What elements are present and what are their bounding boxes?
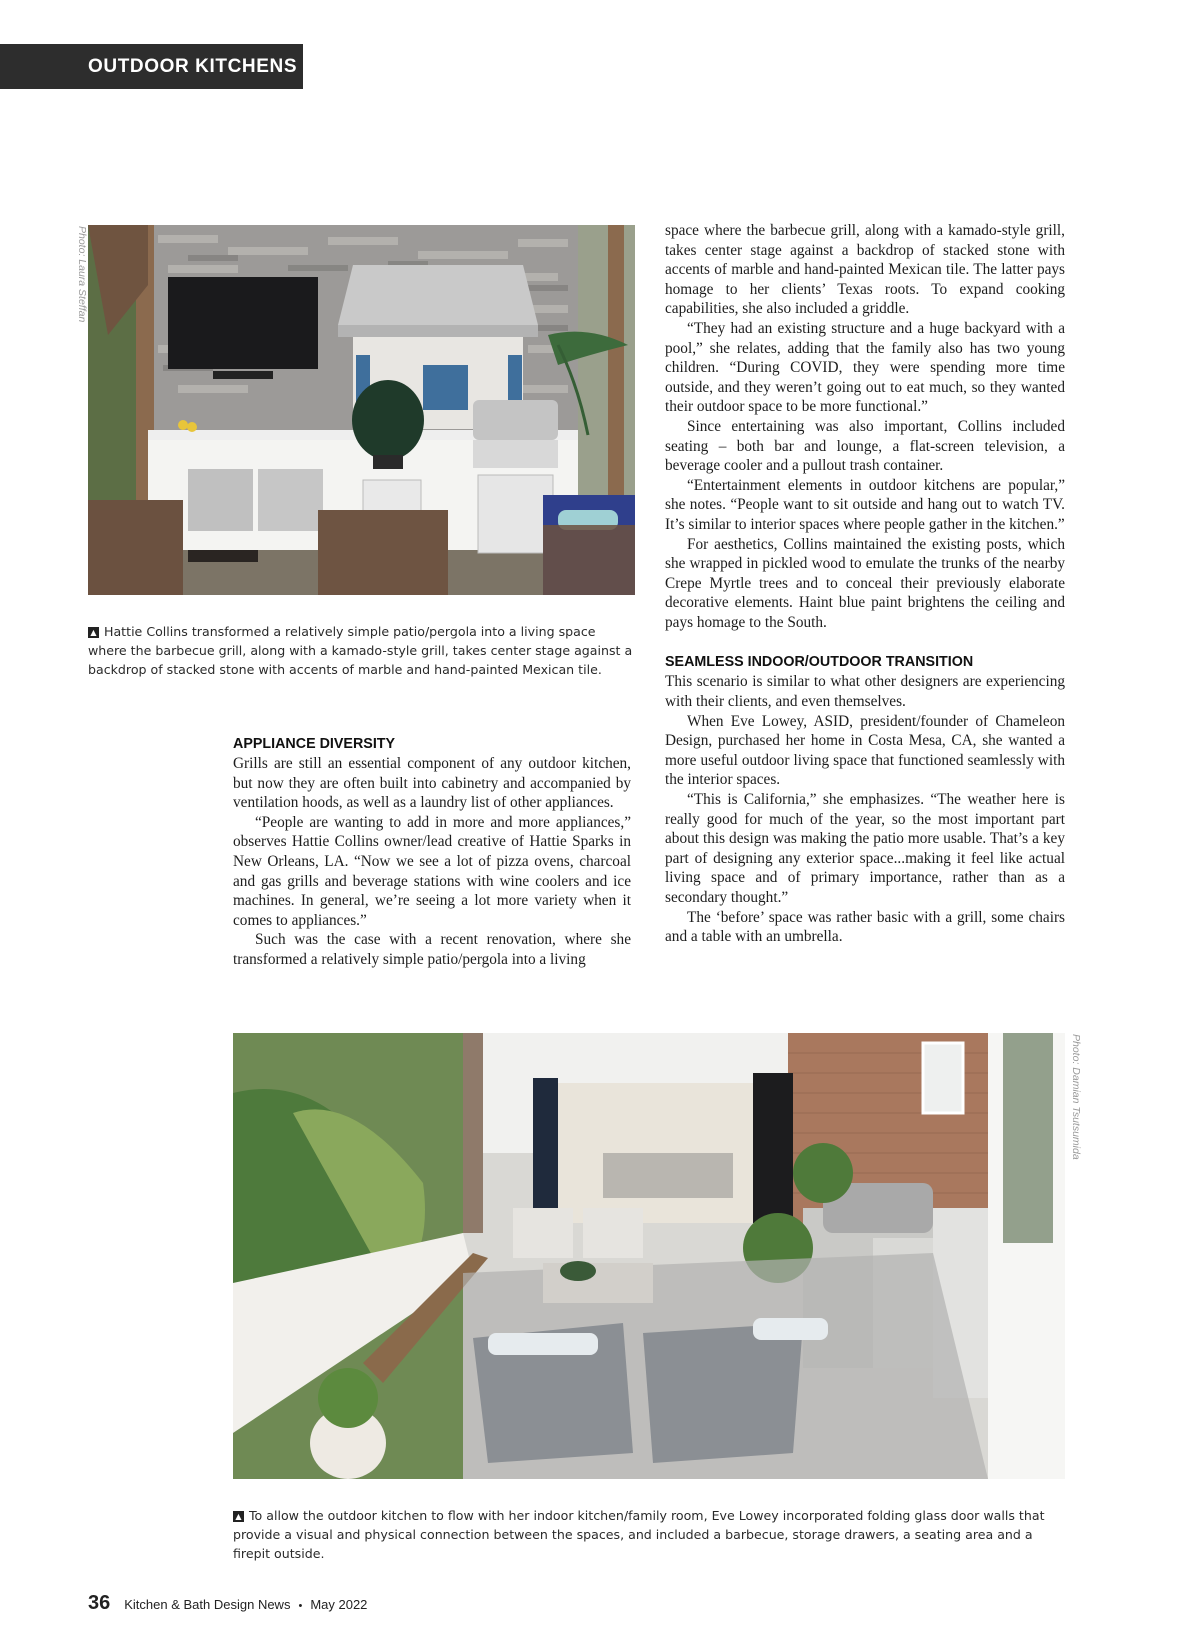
outdoor-kitchen-photo-2 xyxy=(233,1033,1065,1479)
photo-caption-2 xyxy=(233,1506,1065,1563)
paragraph: The ‘before’ space was rather basic with a grill, some chairs and a table with an umbrella. xyxy=(665,908,1065,946)
photo-caption-1-text: Hattie Collins transformed a relatively simple patio/pergola into a living space where the barbecue grill, along with a kamado-style grill, takes center stage against a backdrop of stacked stone with accents of marble and hand-painted Mexican tile. xyxy=(88,624,633,677)
footer-separator: • xyxy=(298,1600,303,1612)
article-column-right xyxy=(665,221,1065,947)
issue-date: May 2022 xyxy=(310,1597,368,1612)
outdoor-kitchen-photo-1 xyxy=(88,225,635,595)
section-tab xyxy=(0,44,303,89)
page-number: 36 xyxy=(88,1592,111,1614)
photo-credit-1: Photo: Laura Steffan xyxy=(76,226,88,323)
arrow-up-icon: ▲ xyxy=(88,627,99,638)
arrow-up-icon: ▲ xyxy=(233,1511,244,1522)
paragraph: “Entertainment elements in outdoor kitchens are popular,” she notes. “People want to sit outside and hang out to watch TV. It’s similar to interior spaces where people gather in the kitchen.” xyxy=(665,476,1065,533)
paragraph: “People are wanting to add in more and more appliances,” observes Hattie Collins owner/lead creative of Hattie Sparks in New Orleans, LA. “Now we see a lot of pizza ovens, charcoal and gas grills and beverage stations with wine coolers and ice machines. In general, we’re seeing a lot more variety when it comes to appliances.” xyxy=(233,813,631,929)
paragraph: “They had an existing structure and a huge backyard with a pool,” she relates, adding that the family also has two young children. “During COVID, they were spending more time outside, and they weren’t going out to eat much, so they wanted their outdoor space to be more functional.” xyxy=(665,319,1065,416)
page-footer xyxy=(88,1592,367,1615)
photo-caption-1 xyxy=(88,622,633,679)
article-column-left xyxy=(233,734,631,970)
photo-credit-2: Photo: Damian Tsutsumida xyxy=(1070,1034,1082,1160)
paragraph: For aesthetics, Collins maintained the existing posts, which she wrapped in pickled wood to emulate the trunks of the nearby Crepe Myrtle trees and to conceal their previously elaborate decorative elements. Haint blue paint brightens the ceiling and pays homage to the South. xyxy=(665,535,1065,631)
paragraph: This scenario is similar to what other designers are experiencing with their clients, and even themselves. xyxy=(665,673,1065,711)
photo-caption-2-text: To allow the outdoor kitchen to flow with her indoor kitchen/family room, Eve Lowey incorporated folding glass door walls that provide a visual and physical connection between the spaces, and included a barbecue, storage drawers, a seating area and a firepit outside. xyxy=(233,1508,1045,1561)
publication-name: Kitchen & Bath Design News xyxy=(124,1597,291,1612)
section-label: OUTDOOR KITCHENS xyxy=(88,55,298,77)
paragraph: Since entertaining was also important, Collins included seating – both bar and lounge, a flat-screen television, a beverage cooler and a pullout trash container. xyxy=(665,417,1065,475)
paragraph: Grills are still an essential component of any outdoor kitchen, but now they are often built into cabinetry and accompanied by ventilation hoods, as well as a laundry list of other appliances. xyxy=(233,755,631,812)
section-heading: SEAMLESS INDOOR/OUTDOOR TRANSITION xyxy=(665,654,974,671)
paragraph: “This is California,” she emphasizes. “The weather here is really good for much of the year, so the most important part about this design was making the patio more usable. That’s a key part of designing any exterior space...making it feel like actual living space and of primary importance, rather than as a secondary thought.” xyxy=(665,791,1065,906)
section-heading: APPLIANCE DIVERSITY xyxy=(233,736,396,752)
paragraph: When Eve Lowey, ASID, president/founder of Chameleon Design, purchased her home in Costa Mesa, CA, she wanted a more useful outdoor living space that functioned seamlessly with the interior spaces. xyxy=(665,712,1065,789)
paragraph: Such was the case with a recent renovation, where she transformed a relatively simple patio/pergola into a living xyxy=(233,931,631,968)
paragraph: space where the barbecue grill, along with a kamado-style grill, takes center stage against a backdrop of stacked stone with accents of marble and hand-painted Mexican tile. The latter pays homage to her clients’ Texas roots. To expand cooking capabilities, she also included a griddle. xyxy=(665,222,1065,318)
